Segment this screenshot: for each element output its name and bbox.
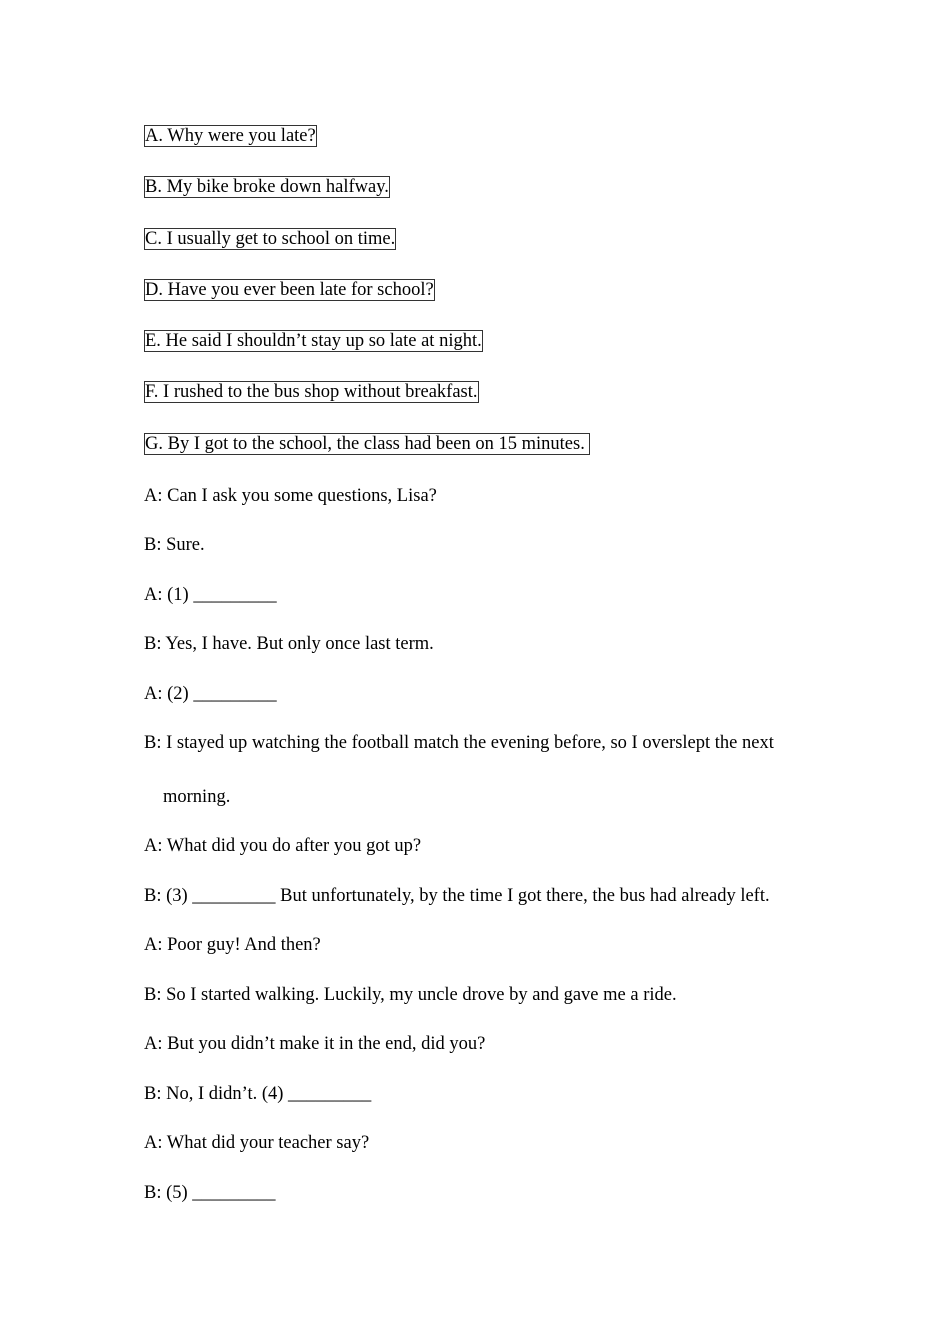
dialogue-line: A: What did your teacher say? (144, 1133, 370, 1153)
dialogue-line-continuation: morning. (163, 787, 231, 807)
dialogue-line-blank-1: A: (1) _________ (144, 585, 277, 605)
dialogue-line: B: Yes, I have. But only once last term. (144, 634, 434, 654)
dialogue-line-blank-2: A: (2) _________ (144, 684, 277, 704)
option-d: D. Have you ever been late for school? (145, 280, 434, 300)
option-b: B. My bike broke down halfway. (145, 177, 389, 197)
dialogue-line-blank-3: B: (3) _________ But unfortunately, by the time I got there, the bus had already left. (144, 886, 770, 906)
dialogue-line-blank-4: B: No, I didn’t. (4) _________ (144, 1084, 372, 1104)
option-a: A. Why were you late? (145, 126, 316, 146)
option-c: C. I usually get to school on time. (145, 229, 396, 249)
dialogue-line: B: Sure. (144, 535, 205, 555)
option-f: F. I rushed to the bus shop without breakfast. (145, 382, 478, 402)
option-e: E. He said I shouldn’t stay up so late at night. (145, 331, 482, 351)
dialogue-line: A: Poor guy! And then? (144, 935, 321, 955)
dialogue-line: B: So I started walking. Luckily, my uncle drove by and gave me a ride. (144, 985, 677, 1005)
option-g: G. By I got to the school, the class had been on 15 minutes. (145, 434, 590, 454)
dialogue-line-blank-5: B: (5) _________ (144, 1183, 276, 1203)
dialogue-line: A: What did you do after you got up? (144, 836, 422, 856)
dialogue-line: B: I stayed up watching the football match the evening before, so I overslept the next (144, 733, 774, 753)
dialogue-line: A: Can I ask you some questions, Lisa? (144, 486, 437, 506)
dialogue-line: A: But you didn’t make it in the end, did you? (144, 1034, 486, 1054)
